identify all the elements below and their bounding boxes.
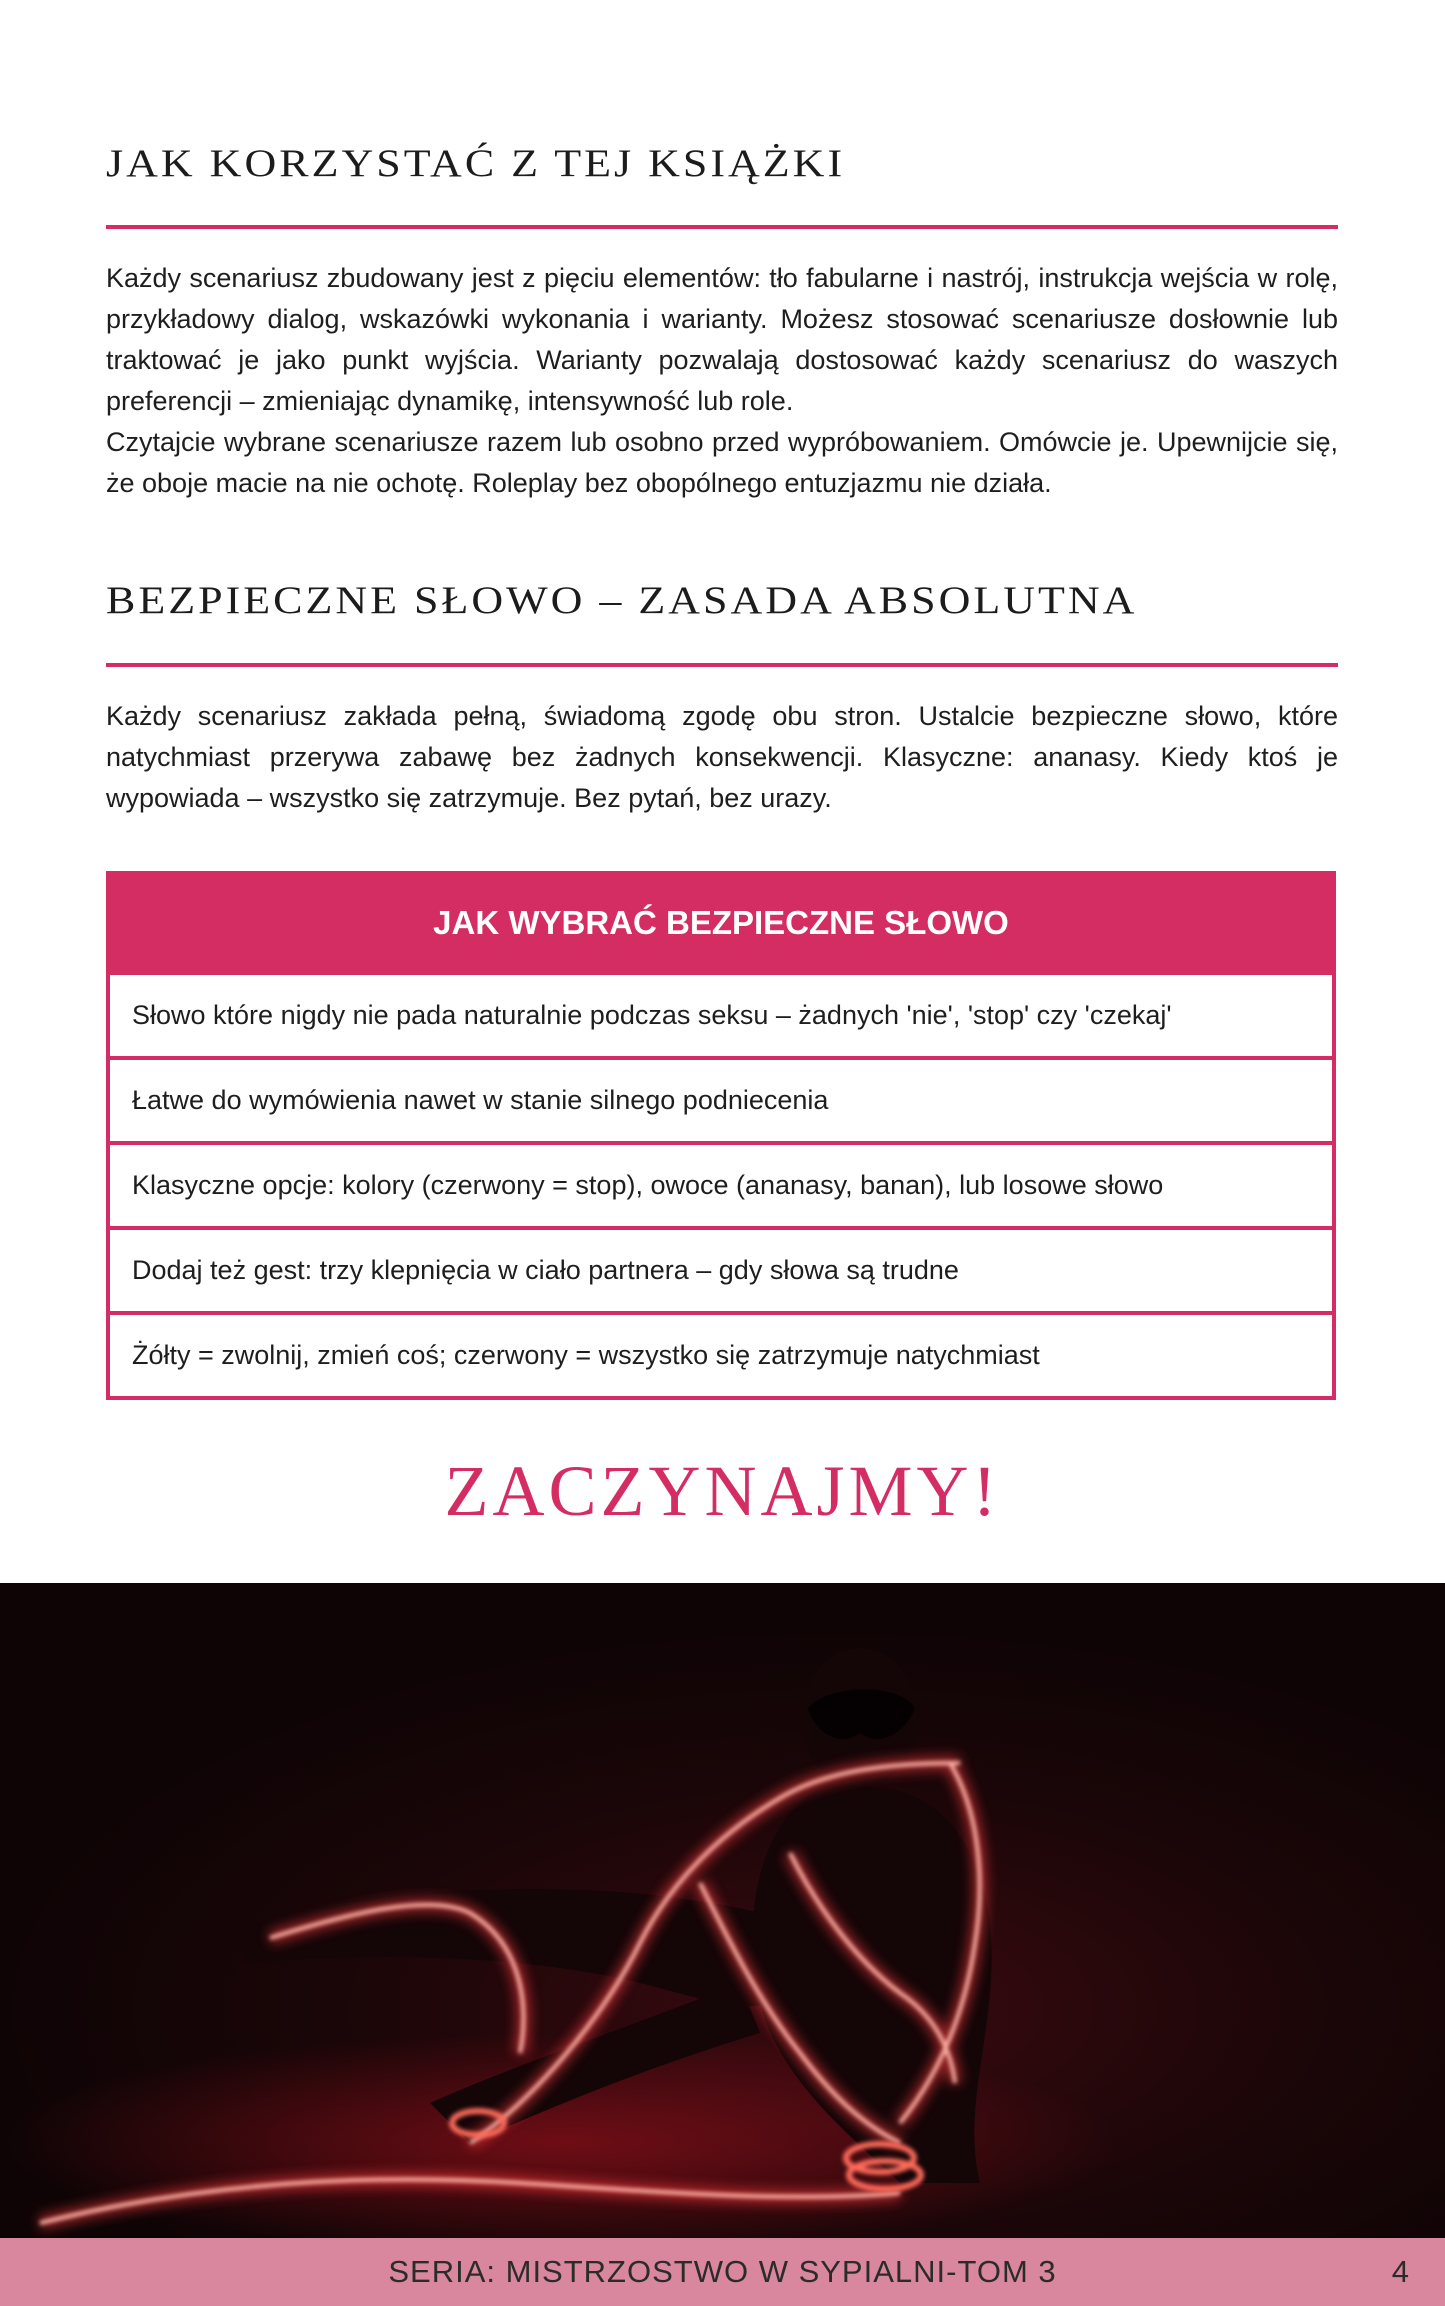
cta-heading: ZACZYNAJMY!	[444, 1451, 1001, 1531]
how-to-use-text	[106, 258, 1338, 504]
box-row: Słowo które nigdy nie pada naturalnie podczas seksu – żadnych 'nie', 'stop' czy 'czekaj'	[110, 971, 1332, 1056]
section-title-how-to-use: JAK KORZYSTAĆ Z TEJ KSIĄŻKI	[106, 140, 846, 185]
safeword-text	[106, 696, 1338, 819]
series-title: SERIA: MISTRZOSTWO W SYPIALNI-TOM 3	[388, 2254, 1057, 2289]
page-number: 4	[1391, 2254, 1409, 2289]
neon-figure-photo	[0, 1583, 1445, 2238]
paragraph: Każdy scenariusz zbudowany jest z pięciu elementów: tło fabularne i nastrój, instrukcja wejścia w rolę, przykładowy dialog, wskazówki wykonania i warianty. Możesz stosować scenariusze dosłownie lub traktować je jako punkt wyjścia. Warianty pozwalają dostosować każdy scenariusz do waszych preferencji – zmieniając dynamikę, intensywność lub role.	[106, 263, 1338, 416]
safeword-tips-box	[106, 871, 1336, 1400]
box-heading: JAK WYBRAĆ BEZPIECZNE SŁOWO	[110, 875, 1332, 971]
paragraph: Każdy scenariusz zakłada pełną, świadomą zgodę obu stron. Ustalcie bezpieczne słowo, które natychmiast przerywa zabawę bez żadnych konsekwencji. Klasyczne: ananasy. Kiedy ktoś je wypowiada – wszystko się zatrzymuje. Bez pytań, bez urazy.	[106, 701, 1338, 813]
section-title-safeword: BEZPIECZNE SŁOWO – ZASADA ABSOLUTNA	[106, 577, 1138, 622]
box-row: Żółty = zwolnij, zmień coś; czerwony = wszystko się zatrzymuje natychmiast	[110, 1311, 1332, 1396]
title-divider	[106, 225, 1338, 229]
box-row: Klasyczne opcje: kolory (czerwony = stop), owoce (ananasy, banan), lub losowe słowo	[110, 1141, 1332, 1226]
title-divider	[106, 663, 1338, 667]
paragraph: Czytajcie wybrane scenariusze razem lub osobno przed wypróbowaniem. Omówcie je. Upewnijcie się, że oboje macie na nie ochotę. Roleplay bez obopólnego entuzjazmu nie działa.	[106, 427, 1338, 498]
box-row: Dodaj też gest: trzy klepnięcia w ciało partnera – gdy słowa są trudne	[110, 1226, 1332, 1311]
box-row: Łatwe do wymówienia nawet w stanie silnego podniecenia	[110, 1056, 1332, 1141]
page-footer	[0, 2238, 1445, 2306]
